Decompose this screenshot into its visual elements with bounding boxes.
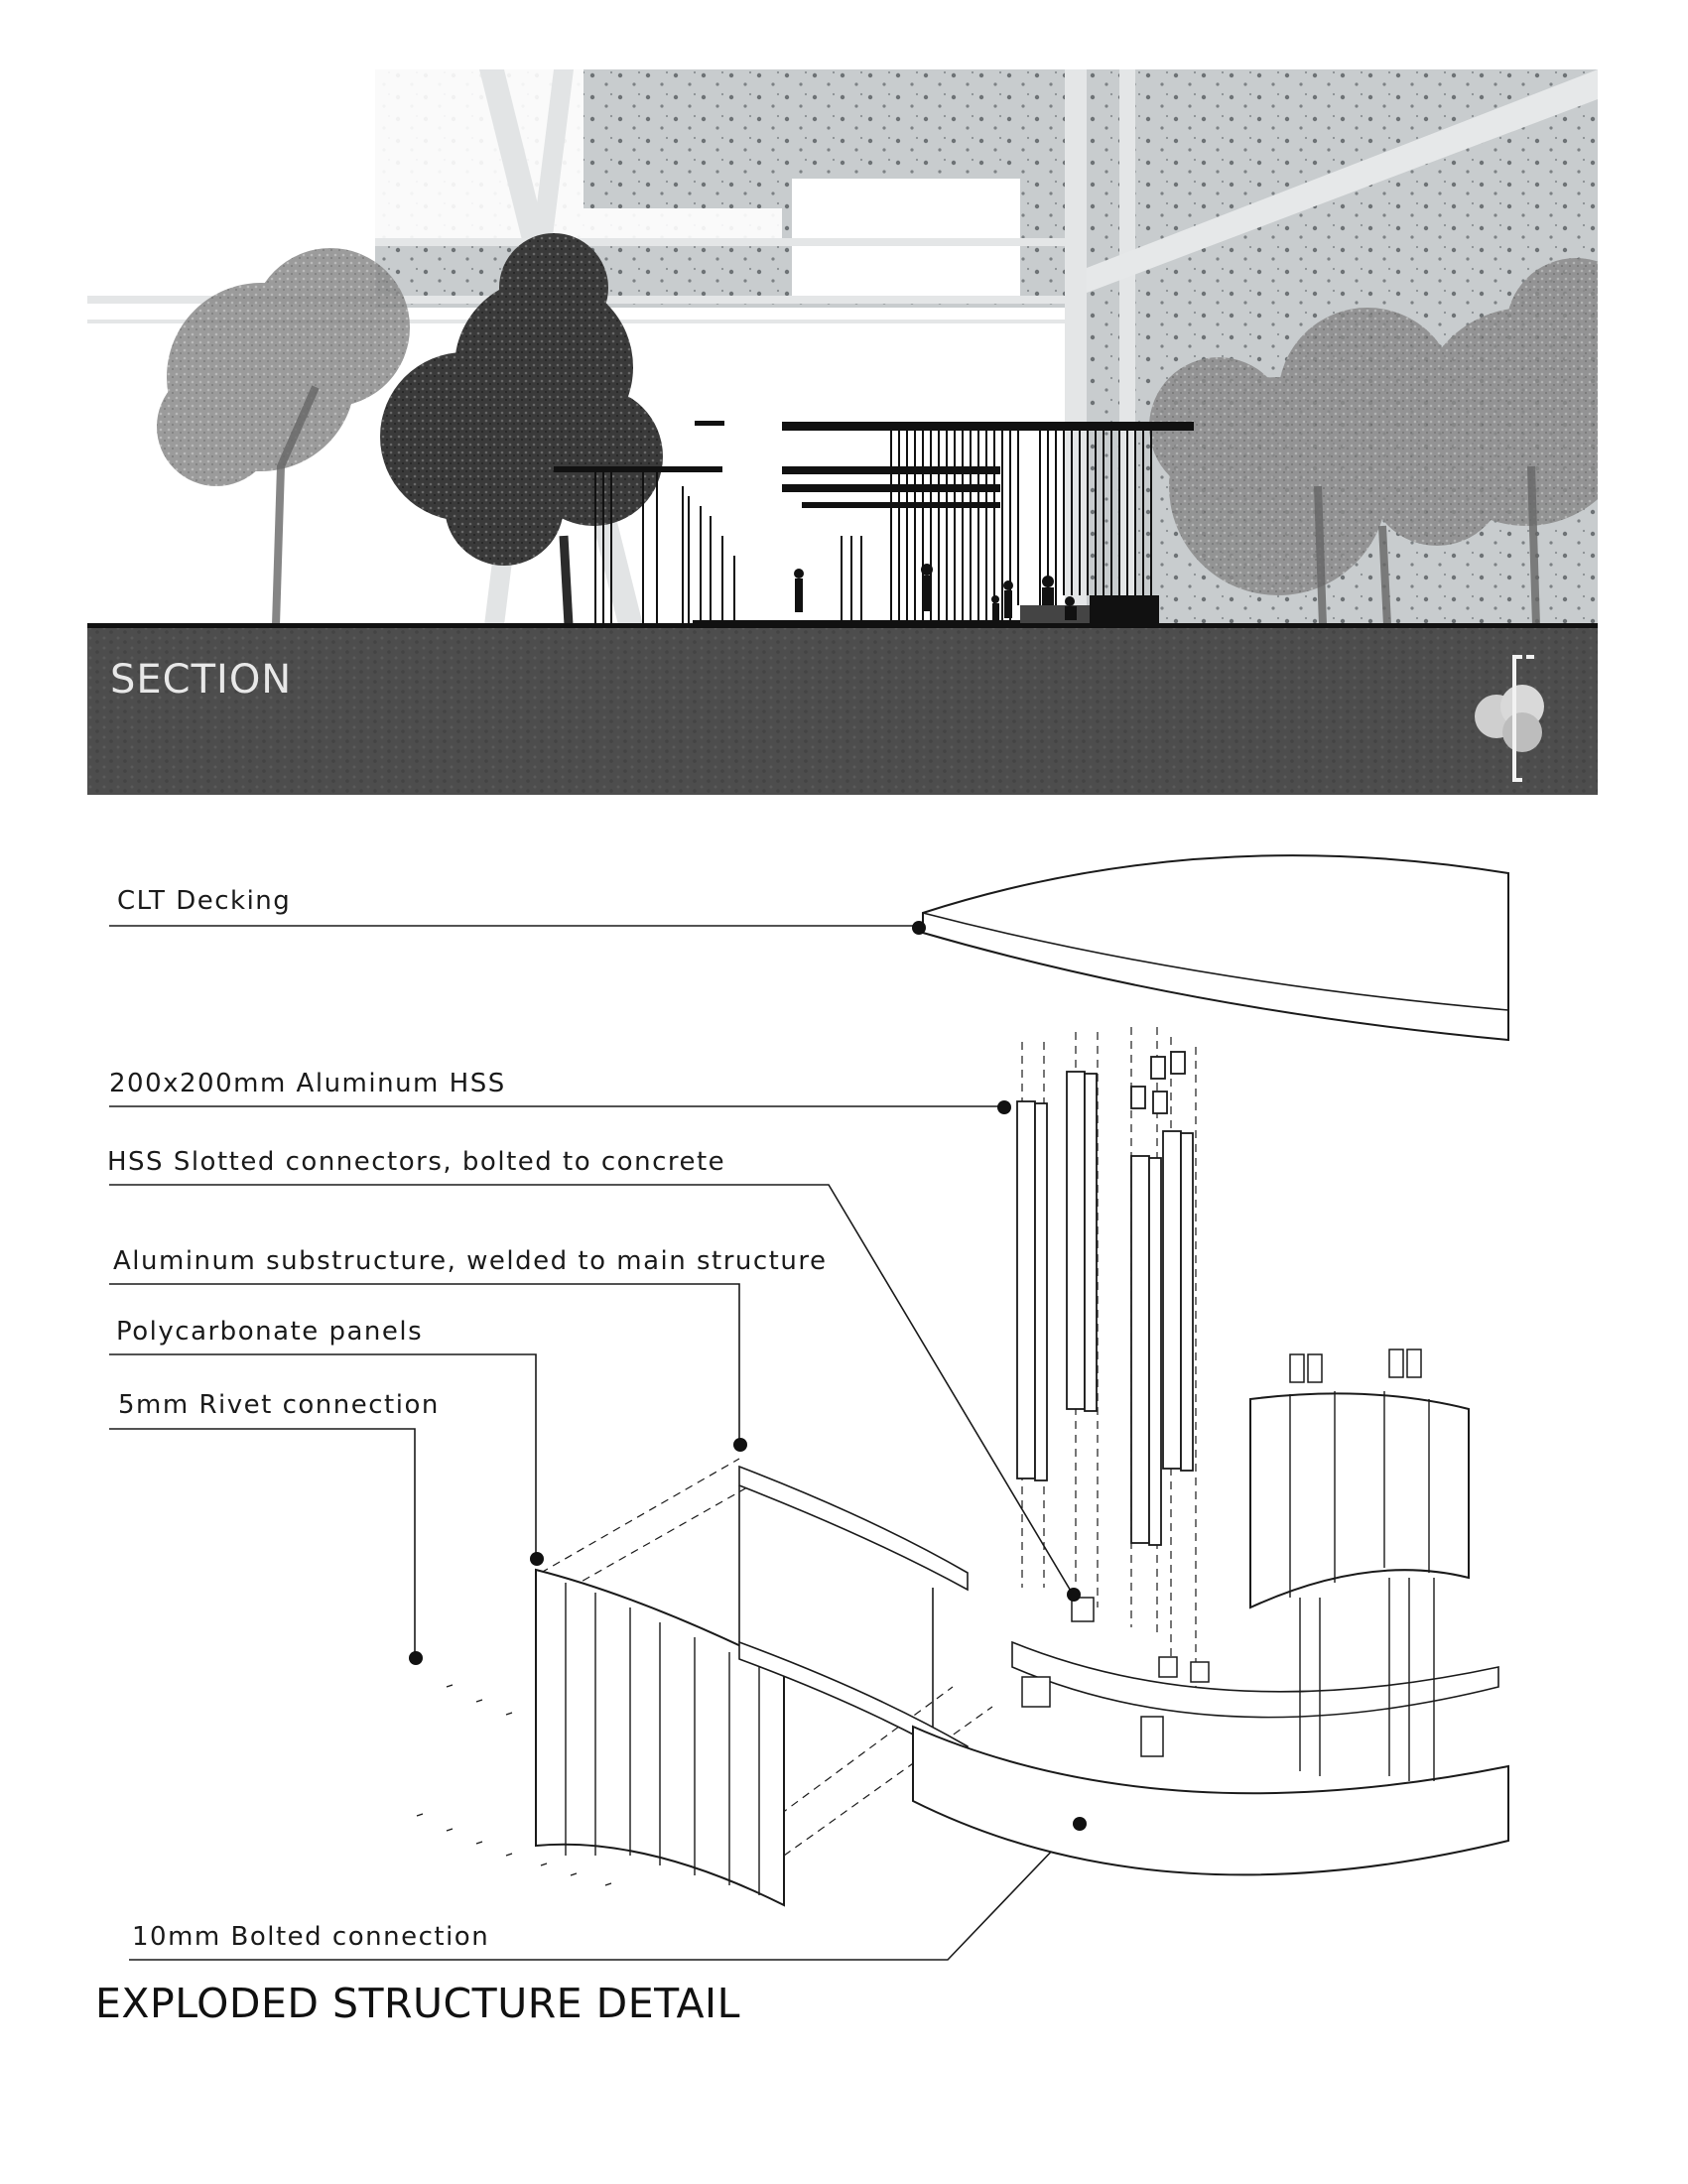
callout-rivet-connection: 5mm Rivet connection [118,1390,440,1420]
exploded-illustration [0,814,1688,2184]
callout-clt-decking: CLT Decking [117,886,292,916]
exploded-structure-diagram [0,814,1688,2184]
callout-aluminum-hss: 200x200mm Aluminum HSS [109,1069,506,1098]
section-title: SECTION [110,657,293,703]
section-illustration [87,69,1598,795]
callout-polycarbonate-panels: Polycarbonate panels [116,1317,424,1347]
ground-plane [87,625,1598,795]
callout-aluminum-substructure: Aluminum substructure, welded to main structure [113,1246,828,1276]
callout-bolted-connection: 10mm Bolted connection [132,1922,490,1952]
exploded-detail-title: EXPLODED STRUCTURE DETAIL [95,1980,740,2027]
callout-slotted-connectors: HSS Slotted connectors, bolted to concrete [107,1147,726,1177]
leader-polycarbonate [109,1354,536,1558]
section-drawing [87,69,1598,795]
leader-rivet [109,1429,415,1655]
